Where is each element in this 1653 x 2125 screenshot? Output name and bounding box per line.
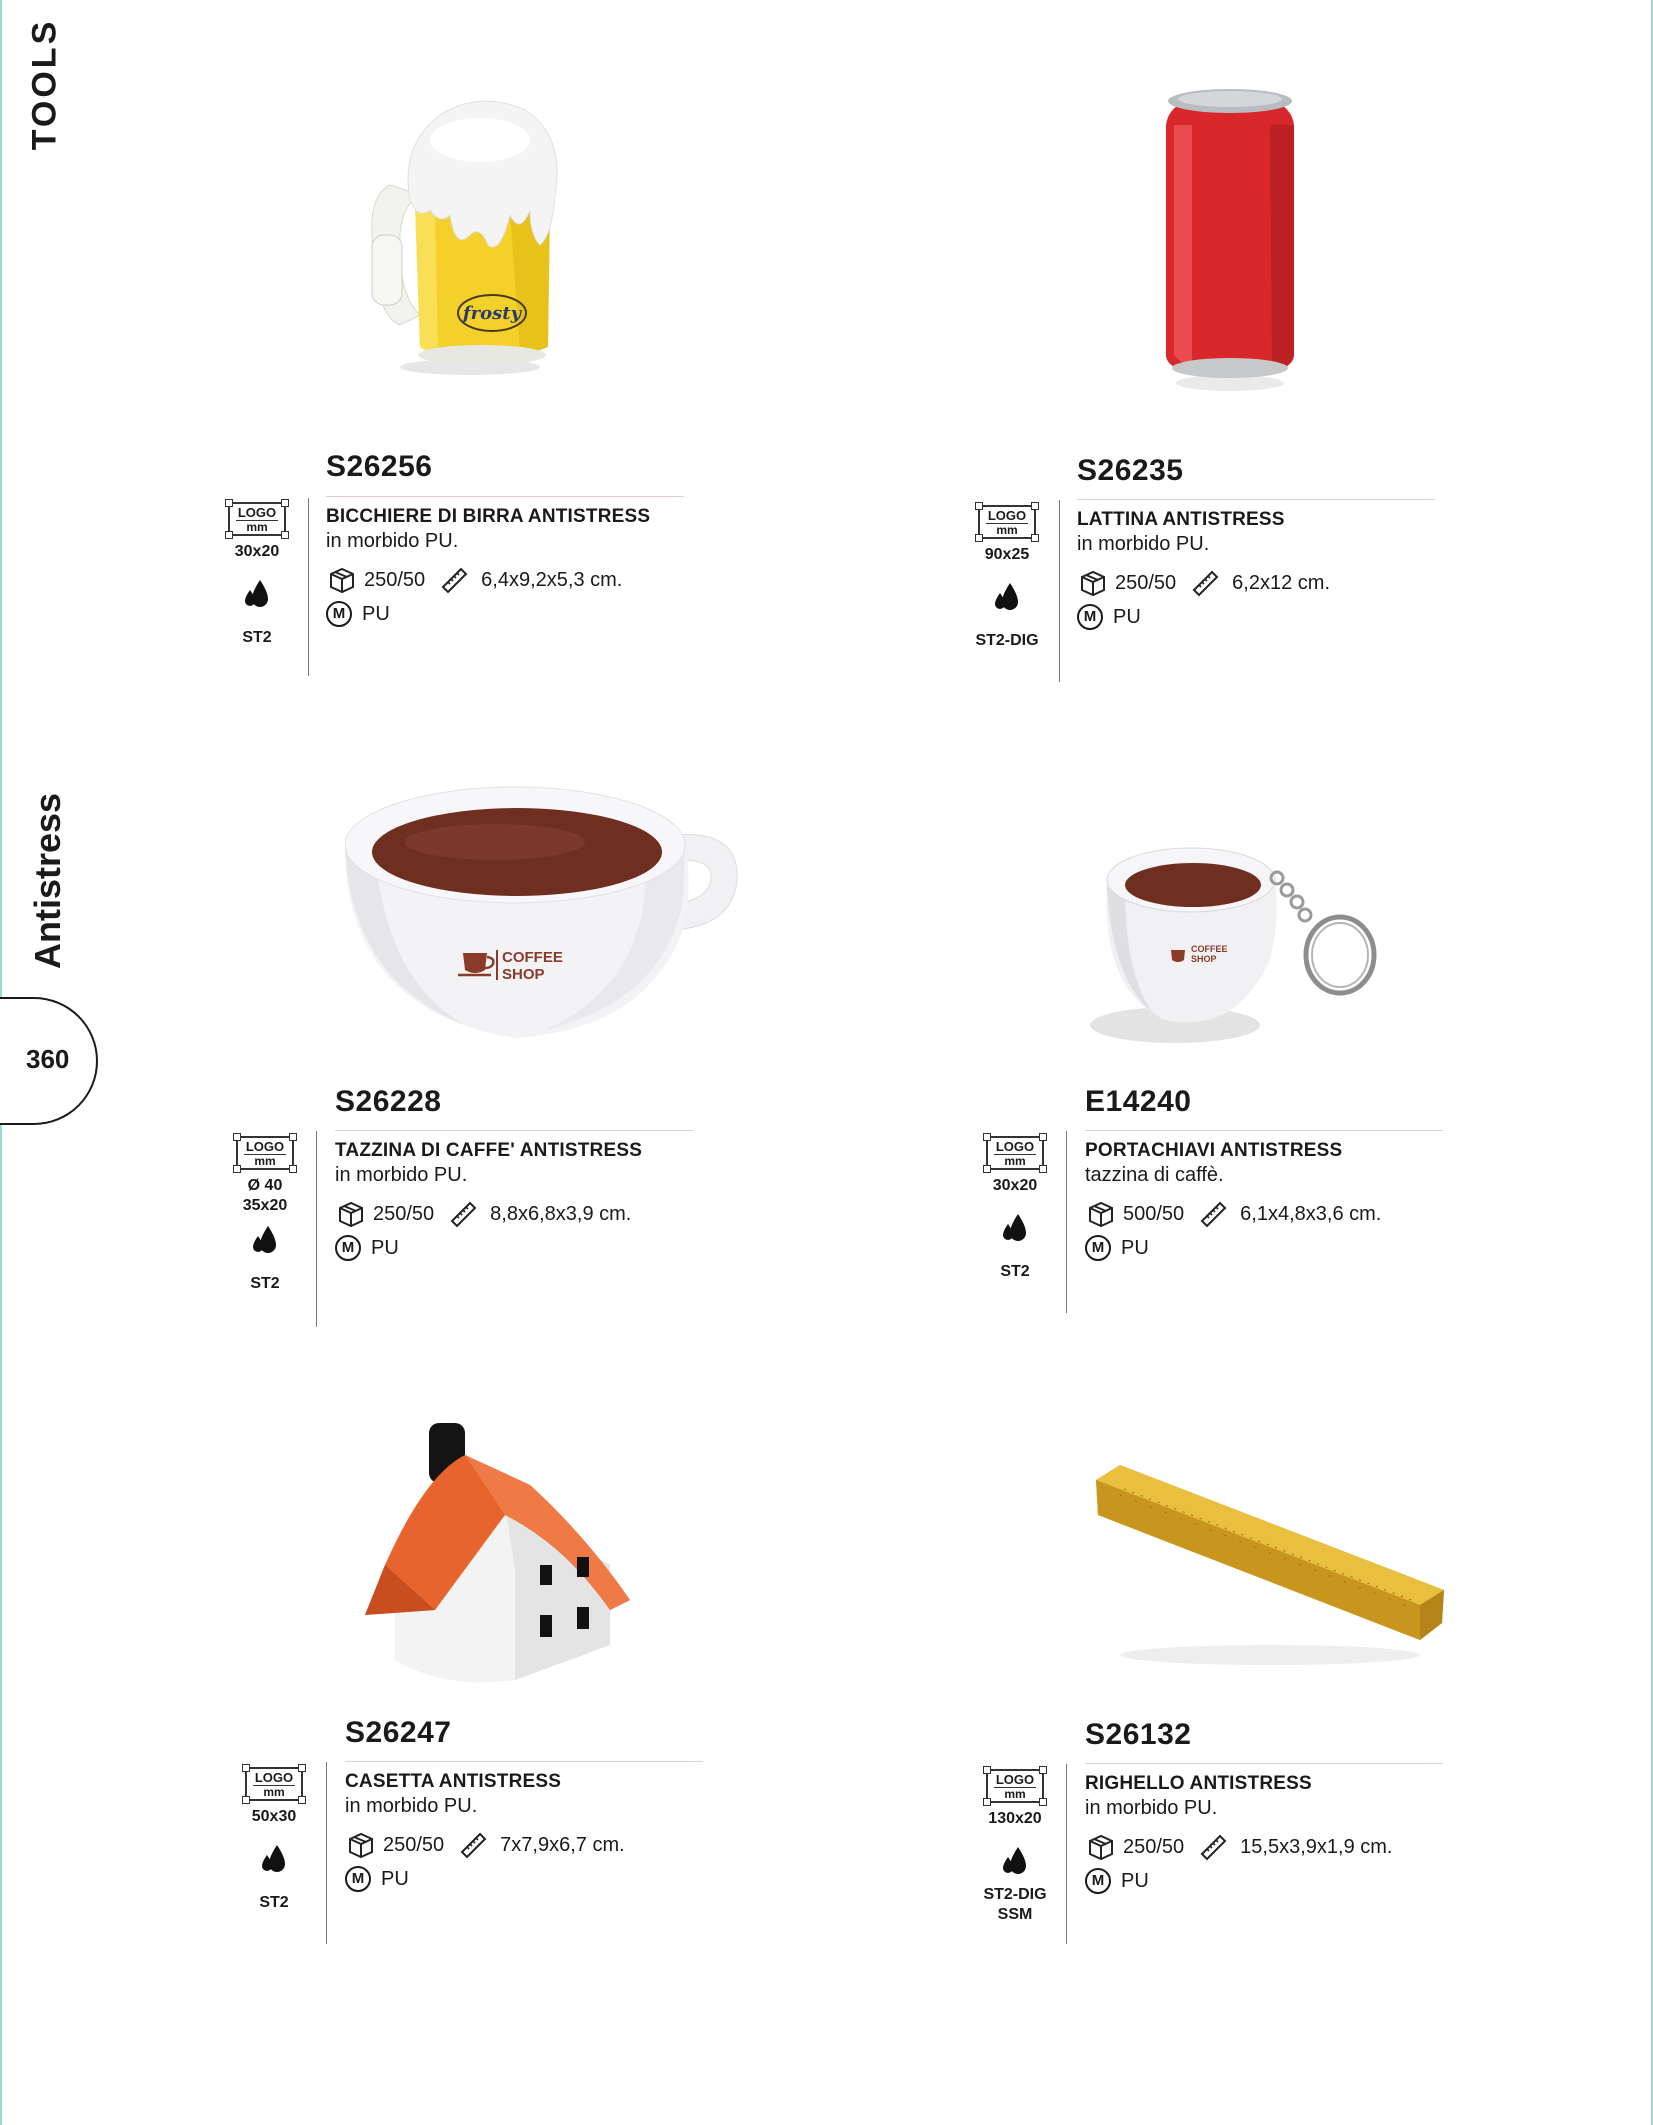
- logo-area-icon: LOGO mm: [228, 502, 286, 536]
- material-m-icon: M: [1085, 1235, 1111, 1261]
- coffee-cup-photo: [345, 780, 740, 1045]
- product-description: [1077, 509, 1457, 630]
- product-specs: [1085, 1199, 1465, 1229]
- logo-area-icon: LOGO mm: [245, 1767, 303, 1801]
- print-technique: ST2: [259, 1894, 289, 1911]
- product-code: S26228: [335, 1085, 442, 1118]
- product-subtitle: in morbido PU.: [345, 1795, 478, 1817]
- ink-drop-icon: [242, 578, 272, 610]
- ruler-icon: [1190, 568, 1220, 598]
- logo-dimension: Ø 40: [247, 1177, 283, 1194]
- product-size: 15,5x3,9x1,9 cm.: [1240, 1835, 1393, 1858]
- print-technique: ST2: [250, 1275, 280, 1292]
- product-material-row: [345, 1866, 725, 1892]
- product-name: TAZZINA DI CAFFE' ANTISTRESS: [335, 1140, 643, 1161]
- material-m-icon: M: [345, 1866, 371, 1892]
- product-code: S26132: [1085, 1718, 1192, 1751]
- print-technique: ST2: [1000, 1263, 1030, 1280]
- box-icon: [335, 1199, 367, 1229]
- page-number: 360: [26, 1044, 70, 1074]
- product-specs: [335, 1199, 715, 1229]
- keyring-print-line-1: COFFEE: [1191, 944, 1228, 954]
- packaging-qty: 250/50: [364, 568, 426, 591]
- product-name: CASETTA ANTISTRESS: [345, 1771, 562, 1792]
- product-material: PU: [362, 602, 390, 625]
- product-description: [335, 1140, 715, 1261]
- material-m-icon: M: [1077, 604, 1103, 630]
- logo-dimension: 30x20: [234, 543, 280, 560]
- ink-drop-icon: [1000, 1845, 1030, 1877]
- logo-area-icon: LOGO mm: [986, 1136, 1044, 1170]
- print-info: [219, 1767, 329, 1913]
- print-info: [952, 505, 1062, 651]
- code-divider: [326, 496, 684, 497]
- logo-dimension: 30x20: [992, 1177, 1038, 1194]
- product-material-row: [1085, 1235, 1465, 1261]
- logo-dimension: 130x20: [988, 1810, 1042, 1827]
- product-material: PU: [1121, 1236, 1149, 1259]
- product-size: 8,8x6,8x3,9 cm.: [490, 1202, 632, 1225]
- ruler-icon: [458, 1830, 488, 1860]
- print-info: [210, 1136, 320, 1294]
- code-divider: [335, 1130, 693, 1131]
- ink-drop-icon: [992, 581, 1022, 613]
- product-specs: [326, 565, 706, 595]
- packaging-qty: 250/50: [1115, 571, 1177, 594]
- print-info: [202, 502, 312, 648]
- packaging-qty: 250/50: [383, 1833, 445, 1856]
- logo-area-icon: LOGO mm: [978, 505, 1036, 539]
- product-subtitle: in morbido PU.: [1085, 1797, 1218, 1819]
- column-divider: [316, 1131, 317, 1327]
- cup-print-line-1: COFFEE: [502, 949, 563, 966]
- ruler-icon: [448, 1199, 478, 1229]
- product-material-row: [335, 1235, 715, 1261]
- print-technique: ST2: [242, 629, 272, 646]
- product-description: [345, 1771, 725, 1892]
- product-size: 6,1x4,8x3,6 cm.: [1240, 1202, 1382, 1225]
- product-size: 7x7,9x6,7 cm.: [500, 1833, 625, 1856]
- material-m-icon: M: [335, 1235, 361, 1261]
- code-divider: [345, 1761, 703, 1762]
- packaging-qty: 250/50: [373, 1202, 435, 1225]
- product-size: 6,4x9,2x5,3 cm.: [481, 568, 623, 591]
- column-divider: [1066, 1131, 1067, 1313]
- material-m-icon: M: [326, 601, 352, 627]
- column-divider: [1066, 1764, 1067, 1944]
- product-size: 6,2x12 cm.: [1232, 571, 1330, 594]
- cup-print-line-2: SHOP: [502, 966, 545, 983]
- logo-dimension: 50x30: [251, 1808, 297, 1825]
- section-label: TOOLS: [25, 18, 64, 151]
- product-name: PORTACHIAVI ANTISTRESS: [1085, 1140, 1343, 1161]
- logo-area-icon: LOGO mm: [236, 1136, 294, 1170]
- beer-mug-photo: [360, 85, 580, 385]
- category-label: Antistress: [27, 792, 68, 970]
- print-technique: ST2-DIG: [975, 632, 1039, 649]
- product-material-row: [1077, 604, 1457, 630]
- column-divider: [308, 498, 309, 676]
- product-name: BICCHIERE DI BIRRA ANTISTRESS: [326, 506, 651, 527]
- product-specs: [1077, 568, 1457, 598]
- print-info: [960, 1136, 1070, 1282]
- ruler-icon: [1198, 1199, 1228, 1229]
- box-icon: [326, 565, 358, 595]
- ink-drop-icon: [250, 1224, 280, 1256]
- product-specs: [1085, 1832, 1465, 1862]
- product-subtitle: in morbido PU.: [326, 530, 459, 552]
- ruler-icon: [439, 565, 469, 595]
- logo-area-icon: LOGO mm: [986, 1769, 1044, 1803]
- box-icon: [1085, 1199, 1117, 1229]
- ruler-photo: [1090, 1425, 1450, 1685]
- ink-drop-icon: [1000, 1212, 1030, 1244]
- product-material-row: [1085, 1868, 1465, 1894]
- packaging-qty: 250/50: [1123, 1835, 1185, 1858]
- beer-mug-print: frosty: [462, 303, 522, 324]
- product-description: [1085, 1140, 1465, 1261]
- box-icon: [345, 1830, 377, 1860]
- keyring-cup-photo: [1085, 830, 1405, 1050]
- product-subtitle: in morbido PU.: [1077, 533, 1210, 555]
- product-description: [1085, 1773, 1465, 1894]
- product-code: S26256: [326, 450, 433, 483]
- material-m-icon: M: [1085, 1868, 1111, 1894]
- code-divider: [1085, 1130, 1443, 1131]
- house-photo: [355, 1415, 635, 1695]
- box-icon: [1077, 568, 1109, 598]
- logo-dimension: 90x25: [984, 546, 1030, 563]
- product-material: PU: [371, 1236, 399, 1259]
- product-subtitle: tazzina di caffè.: [1085, 1164, 1224, 1186]
- code-divider: [1077, 499, 1435, 500]
- keyring-print-line-2: SHOP: [1191, 954, 1217, 964]
- ruler-icon: [1198, 1832, 1228, 1862]
- product-description: [326, 506, 706, 627]
- product-code: S26247: [345, 1716, 452, 1749]
- product-subtitle: in morbido PU.: [335, 1164, 468, 1186]
- code-divider: [1085, 1763, 1443, 1764]
- box-icon: [1085, 1832, 1117, 1862]
- print-info: [960, 1769, 1070, 1925]
- product-material: PU: [1121, 1869, 1149, 1892]
- product-material-row: [326, 601, 706, 627]
- print-technique: SSM: [997, 1906, 1033, 1923]
- product-code: S26235: [1077, 454, 1184, 487]
- product-code: E14240: [1085, 1085, 1192, 1118]
- print-technique: ST2-DIG: [983, 1886, 1047, 1903]
- soda-can-photo: [1150, 85, 1310, 395]
- product-name: LATTINA ANTISTRESS: [1077, 509, 1285, 530]
- product-material: PU: [1113, 605, 1141, 628]
- product-specs: [345, 1830, 725, 1860]
- column-divider: [1059, 500, 1060, 682]
- logo-dimension: 35x20: [242, 1197, 288, 1214]
- product-name: RIGHELLO ANTISTRESS: [1085, 1773, 1312, 1794]
- column-divider: [326, 1762, 327, 1944]
- ink-drop-icon: [259, 1843, 289, 1875]
- packaging-qty: 500/50: [1123, 1202, 1185, 1225]
- product-material: PU: [381, 1867, 409, 1890]
